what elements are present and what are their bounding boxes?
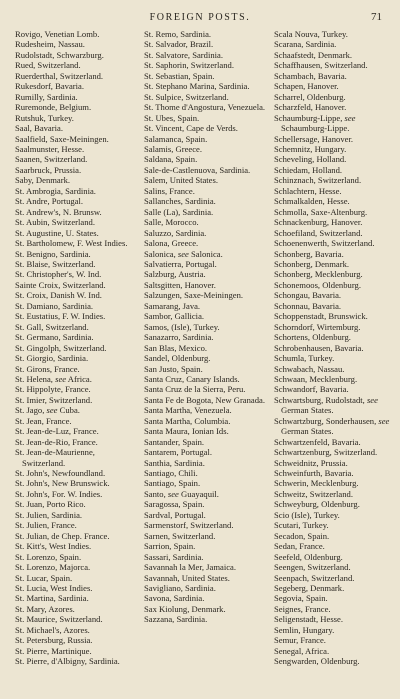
index-entry: Salonica, see Salonica.	[144, 248, 223, 259]
index-entry: Schumla, Turkey.	[274, 353, 335, 364]
index-entry: Seengen, Switzerland.	[274, 562, 351, 573]
index-entry: Samos, (Isle), Turkey.	[144, 321, 220, 332]
index-entry: St. Julien, Sardinia.	[15, 509, 83, 520]
index-entry: St. Lorenzo, Spain.	[15, 551, 82, 562]
index-entry: St. Vincent, Cape de Verds.	[144, 123, 238, 134]
index-entry: Sandel, Oldenburg.	[144, 353, 211, 364]
index-entry: Schinznach, Switzerland.	[274, 175, 362, 186]
index-entry: Santa Martha, Columbia.	[144, 415, 231, 426]
index-entry: Sazzana, Sardinia.	[144, 614, 208, 625]
index-entry: Schwerin, Mecklenburg.	[274, 478, 359, 489]
index-entry: Semlin, Hungary.	[274, 624, 335, 635]
index-entry: St. Sebastian, Spain.	[144, 70, 215, 81]
page-header	[0, 12, 400, 30]
index-entry: Saby, Denmark.	[15, 175, 71, 186]
index-entry: Secadon, Spain.	[274, 530, 330, 541]
index-entry: Scala Nouva, Turkey.	[274, 29, 348, 39]
index-entry: St. Andrew's, N. Brunsw.	[15, 206, 102, 217]
index-entry: Saltsgitten, Hanover.	[144, 279, 216, 290]
index-entry: St. Pierre, Martinique.	[15, 645, 92, 656]
index-entry: Schaafstedt, Denmark.	[274, 49, 353, 60]
index-entry: St. Aubin, Switzerland.	[15, 217, 95, 228]
index-entry: Santa Martha, Venezuela.	[144, 405, 232, 416]
index-entry: Saragossa, Spain.	[144, 499, 205, 510]
index-entry: Seenpach, Switzerland.	[274, 572, 355, 583]
index-entry: Schapen, Hanover.	[274, 81, 339, 92]
index-entry: St. Jago, see Cuba.	[15, 405, 80, 416]
index-entry: Schweyburg, Oldenburg.	[274, 499, 360, 510]
index-entry: Schortens, Oldenburg.	[274, 332, 351, 343]
index-entry: Schwartzenfeld, Bavaria.	[274, 436, 361, 447]
index-entry: Schambach, Bavaria.	[274, 70, 347, 81]
index-entry: Sarrion, Spain.	[144, 541, 196, 552]
index-entry: Schonberg, Mecklenburg.	[274, 269, 363, 280]
index-entry: Rued, Switzerland.	[15, 60, 81, 71]
index-entry: San Blas, Mexico.	[144, 342, 208, 353]
index-entry: Ruerderthal, Switzerland.	[15, 70, 104, 81]
index-entry: Schellersage, Hanover.	[274, 133, 353, 144]
index-entry: St. Imier, Switzerland.	[15, 394, 93, 405]
index-entry: Scharrel, Oldenburg.	[274, 91, 346, 102]
index-entry: Sassari, Sardinia.	[144, 551, 204, 562]
index-entry: Scutari, Turkey.	[274, 520, 329, 531]
index-entry: St. Gall, Switzerland.	[15, 321, 89, 332]
index-entry: Santhia, Sardinia.	[144, 457, 205, 468]
index-entry: St. Pierre, d'Albigny, Sardinia.	[15, 656, 120, 667]
running-head: FOREIGN POSTS.	[149, 12, 251, 23]
index-entry: Schwartsburg, Rudolstadt, see German States.	[274, 394, 378, 416]
index-entry: Sax Kiolung, Denmark.	[144, 603, 226, 614]
index-entry: Schnackenburg, Hanover.	[274, 217, 363, 228]
index-entry: St. Julian, de Chep. France.	[15, 530, 110, 541]
index-entry: Schwabach, Nassau.	[274, 363, 345, 374]
index-entry: Santa Maura, Ionian Ids.	[144, 426, 229, 437]
index-entry: San Justo, Spain.	[144, 363, 203, 374]
index-entry: Salem, United States.	[144, 175, 218, 186]
index-entry: St. Ambrogia, Sardinia.	[15, 185, 96, 196]
index-entry: Saanen, Switzerland.	[15, 154, 88, 165]
index-entry: Salamanca, Spain.	[144, 133, 208, 144]
index-entry: St. Lucia, West Indies.	[15, 583, 93, 594]
index-column-1	[15, 29, 139, 667]
index-entry: Saalmunster, Hesse.	[15, 143, 85, 154]
index-entry: Seligenstadt, Hesse.	[274, 614, 343, 625]
index-entry: Savannah, United States.	[144, 572, 230, 583]
index-entry: Schongau, Bavaria.	[274, 290, 342, 301]
index-entry: St. Mary, Azores.	[15, 603, 75, 614]
index-column-2	[144, 29, 268, 625]
index-entry: Schwandorf, Bavaria.	[274, 384, 349, 395]
index-entry: Scharzfeld, Hanover.	[274, 102, 347, 113]
index-entry: St. Thome d'Angostura, Venezuela.	[144, 102, 266, 113]
index-entry: St. Germano, Sardinia.	[15, 332, 94, 343]
index-entry: St. Saphorin, Switzerland.	[144, 60, 234, 71]
index-entry: Schonemoos, Oldenburg.	[274, 279, 361, 290]
index-entry: St. Christopher's, W. Ind.	[15, 269, 102, 280]
index-entry: Rumilly, Sardinia.	[15, 91, 78, 102]
index-entry: Schoenenwerth, Switzerland.	[274, 238, 375, 249]
index-entry: Sanazarro, Sardinia.	[144, 332, 214, 343]
index-entry: St. Juan, Porto Rico.	[15, 499, 86, 510]
index-entry: Sedan, France.	[274, 541, 325, 552]
index-entry: Salle (La), Sardinia.	[144, 206, 214, 217]
index-entry: Sale-de-Castlenuova, Sardinia.	[144, 164, 251, 175]
index-entry: St. Eustatius, F. W. Indies.	[15, 311, 106, 322]
index-entry: Rudesheim, Nassau.	[15, 39, 85, 50]
index-columns	[15, 29, 391, 694]
index-entry: St. John's, Newfoundland.	[15, 468, 106, 479]
index-entry: Santa Cruz de la Sierra, Peru.	[144, 384, 246, 395]
index-entry: Salle, Morocco.	[144, 217, 199, 228]
index-entry: Rudolstadt, Schwarzburg.	[15, 49, 104, 60]
index-entry: St. Maurice, Switzerland.	[15, 614, 103, 625]
index-entry: St. Petersburg, Russia.	[15, 635, 93, 646]
index-entry: Santa Cruz, Canary Islands.	[144, 373, 240, 384]
index-entry: St. Giorgio, Sardinia.	[15, 353, 89, 364]
index-entry: St. Stephano Marina, Sardinia.	[144, 81, 250, 92]
index-entry: Senegal, Africa.	[274, 645, 330, 656]
page-number: 71	[371, 11, 382, 23]
index-entry: Schoppenstadt, Brunswick.	[274, 311, 368, 322]
index-entry: Segeberg, Denmark.	[274, 583, 345, 594]
index-entry: St. Helena, see Africa.	[15, 373, 92, 384]
index-entry: Santiago, Chili.	[144, 468, 198, 479]
index-entry: Schwaan, Mecklenburg.	[274, 373, 358, 384]
index-entry: St. Augustine, U. States.	[15, 227, 99, 238]
index-entry: St. Remo, Sardinia.	[144, 29, 212, 39]
index-entry: St. Jean, France.	[15, 415, 72, 426]
index-entry: Seignes, France.	[274, 603, 331, 614]
index-entry: St. Jean-de-Maurienne, Switzerland.	[15, 447, 95, 468]
index-entry: St. Salvador, Brazil.	[144, 39, 214, 50]
index-entry: Salamis, Greece.	[144, 143, 202, 154]
index-entry: Saalfield, Saxe-Meiningen.	[15, 133, 109, 144]
index-entry: St. Ubes, Spain.	[144, 112, 200, 123]
index-entry: St. Julien, France.	[15, 520, 77, 531]
index-entry: Schrobenhausen, Bavaria.	[274, 342, 364, 353]
index-entry: Sambor, Gallicia.	[144, 311, 205, 322]
index-entry: Schmolla, Saxe-Altenburg.	[274, 206, 368, 217]
index-entry: Sainte Croix, Switzerland.	[15, 279, 106, 290]
index-entry: Sarnen, Switzerland.	[144, 530, 216, 541]
index-entry: Savona, Sardinia.	[144, 593, 205, 604]
index-entry: Salvatierra, Portugal.	[144, 258, 217, 269]
index-entry: Santander, Spain.	[144, 436, 205, 447]
index-entry: Saarbruck, Prussia.	[15, 164, 82, 175]
index-entry: Ruremonde, Belgium.	[15, 102, 92, 113]
index-entry: St. John's, New Brunswick.	[15, 478, 110, 489]
index-entry: Santa Fe de Bogota, New Granada.	[144, 394, 265, 405]
index-entry: St. Gingolph, Switzerland.	[15, 342, 107, 353]
index-entry: St. Lucar, Spain.	[15, 572, 73, 583]
index-entry: St. Lorenzo, Majorca.	[15, 562, 91, 573]
index-entry: St. Benigno, Sardinia.	[15, 248, 91, 259]
index-entry: Sengwarden, Oldenburg.	[274, 656, 360, 667]
index-entry: Rovigo, Venetian Lomb.	[15, 29, 100, 39]
index-entry: Schonberg, Denmark.	[274, 258, 350, 269]
index-entry: St. Jean-de-Luz, France.	[15, 426, 99, 437]
index-entry: St. Kitt's, West Indies.	[15, 541, 92, 552]
index-entry: Sarmenstorf, Switzerland.	[144, 520, 234, 531]
index-entry: Schweitz, Switzerland.	[274, 488, 353, 499]
index-entry: St. Andre, Portugal.	[15, 196, 84, 207]
index-entry: Schweinfurth, Bavaria.	[274, 468, 354, 479]
index-entry: Santo, see Guayaquil.	[144, 488, 219, 499]
index-entry: Segovia, Spain.	[274, 593, 328, 604]
index-entry: Salzburg, Austria.	[144, 269, 206, 280]
index-entry: Schaumburg-Lippe, see Schaumburg-Lippe.	[274, 112, 356, 134]
index-entry: Salins, France.	[144, 185, 195, 196]
index-entry: Schaffhausen, Switzerland.	[274, 60, 368, 71]
index-entry: Sallanches, Sardinia.	[144, 196, 216, 207]
index-entry: Salona, Greece.	[144, 238, 199, 249]
index-entry: Scheveling, Holland.	[274, 154, 347, 165]
index-entry: St. Jean-de-Rio, France.	[15, 436, 98, 447]
index-entry: St. John's, For. W. Indies.	[15, 488, 103, 499]
index-entry: St. Michael's, Azores.	[15, 624, 90, 635]
index-column-3	[274, 29, 391, 667]
index-entry: St. Martina, Sardinia.	[15, 593, 89, 604]
index-entry: Schwartzenburg, Switzerland.	[274, 447, 378, 458]
index-entry: Schonnau, Bavaria.	[274, 300, 342, 311]
index-entry: Rutshuk, Turkey.	[15, 112, 74, 123]
index-entry: Samarang, Java.	[144, 300, 201, 311]
index-entry: Savannah la Mer, Jamaica.	[144, 562, 237, 573]
index-entry: Sardval, Portugal.	[144, 509, 206, 520]
index-entry: Rukesdorf, Bavaria.	[15, 81, 84, 92]
index-entry: Schiedam, Holland.	[274, 164, 343, 175]
index-entry: Santiago, Spain.	[144, 478, 201, 489]
index-entry: Salzungen, Saxe-Meiningen.	[144, 290, 244, 301]
index-entry: Schoefiland, Switzerland.	[274, 227, 363, 238]
index-entry: St. Croix, Danish W. Ind.	[15, 290, 102, 301]
index-entry: Scio (Isle), Turkey.	[274, 509, 340, 520]
index-entry: Saal, Bavaria.	[15, 123, 63, 134]
index-entry: St. Salvatore, Sardinia.	[144, 49, 224, 60]
index-entry: St. Blaise, Switzerland.	[15, 258, 96, 269]
index-entry: St. Hippolyte, France.	[15, 384, 91, 395]
index-entry: Schorndorf, Wirtemburg.	[274, 321, 361, 332]
index-entry: Schmalkalden, Hesse.	[274, 196, 350, 207]
index-entry: St. Bartholomew, F. West Indies.	[15, 238, 128, 249]
index-entry: St. Damiano, Sardinia.	[15, 300, 94, 311]
index-entry: Schonberg, Bavaria.	[274, 248, 344, 259]
index-entry: St. Sulpice, Switzerland.	[144, 91, 229, 102]
index-entry: Santarem, Portugal.	[144, 447, 213, 458]
index-entry: St. Girons, France.	[15, 363, 80, 374]
index-entry: Schwartzburg, Sonderhausen, see German States.	[274, 415, 390, 437]
index-entry: Scarana, Sardinia.	[274, 39, 337, 50]
index-entry: Schlachtern, Hesse.	[274, 185, 342, 196]
index-entry: Schweidnitz, Prussia.	[274, 457, 348, 468]
index-entry: Semur, France.	[274, 635, 326, 646]
index-entry: Schemnitz, Hungary.	[274, 143, 347, 154]
index-entry: Savigliano, Sardinia.	[144, 583, 216, 594]
index-entry: Saluzzo, Sardinia.	[144, 227, 207, 238]
index-entry: Saldana, Spain.	[144, 154, 198, 165]
index-entry: Seefeld, Oldenburg.	[274, 551, 343, 562]
